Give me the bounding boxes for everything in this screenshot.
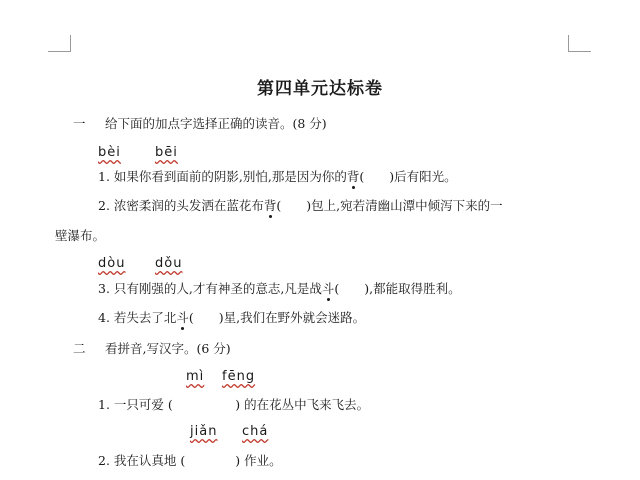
question-1-2-text: 2. 浓密柔润的头发洒在蓝花布 (98, 198, 264, 213)
question-1-4-blank-text: ( )星,我们在野外就会迷路。 (188, 310, 366, 325)
page-title: 第四单元达标卷 (257, 79, 383, 99)
crop-mark-top-right (568, 35, 591, 52)
pinyin-jian3: jiǎn (190, 424, 218, 439)
question-2-2: 2. 我在认真地 ( ) 作业。 (98, 453, 282, 468)
dotted-character: 斗 (321, 281, 335, 296)
question-2-1: 1. 一只可爱 ( ) 的在花丛中飞来飞去。 (98, 397, 370, 412)
question-1-1-text: 1. 如果你看到面前的阴影,别怕,那是因为你的 (98, 169, 347, 184)
question-1-1-blank-text: ( )后有阳光。 (359, 169, 457, 184)
question-1-4-text: 4. 若失去了北 (98, 310, 177, 325)
crop-mark-top-left (48, 35, 71, 52)
question-1-3 (98, 281, 461, 297)
question-1-1 (98, 169, 457, 185)
question-1-2-blank-text: ( )包上,宛若清幽山潭中倾泻下来的一 (276, 198, 503, 213)
section1-heading (73, 116, 327, 132)
question-1-3-text: 3. 只有刚强的人,才有神圣的意志,凡是战 (98, 281, 322, 296)
question-1-2 (98, 198, 503, 214)
pinyin-dou3: dǒu (155, 256, 183, 271)
question-1-3-blank-text: ( ),都能取得胜利。 (334, 281, 461, 296)
dotted-character: 斗 (176, 310, 189, 325)
pinyin-dou4: dòu (98, 256, 126, 271)
section2-heading-text: 看拼音,写汉字。(6 分) (105, 341, 231, 356)
section2-number: 二 (73, 341, 86, 356)
question-1-2-continued: 壁瀑布。 (55, 228, 106, 243)
section2-heading (73, 341, 231, 357)
pinyin-cha2: chá (242, 424, 269, 439)
dotted-character: 背 (263, 198, 277, 213)
pinyin-feng1: fēng (222, 369, 256, 384)
question-1-4 (98, 310, 365, 326)
section1-number: 一 (73, 116, 86, 131)
section1-heading-text: 给下面的加点字选择正确的读音。(8 分) (105, 116, 327, 131)
pinyin-bei4: bèi (98, 145, 121, 160)
dotted-character: 背 (346, 169, 360, 184)
pinyin-bei1: bēi (155, 145, 178, 160)
pinyin-mi4: mì (186, 369, 205, 384)
